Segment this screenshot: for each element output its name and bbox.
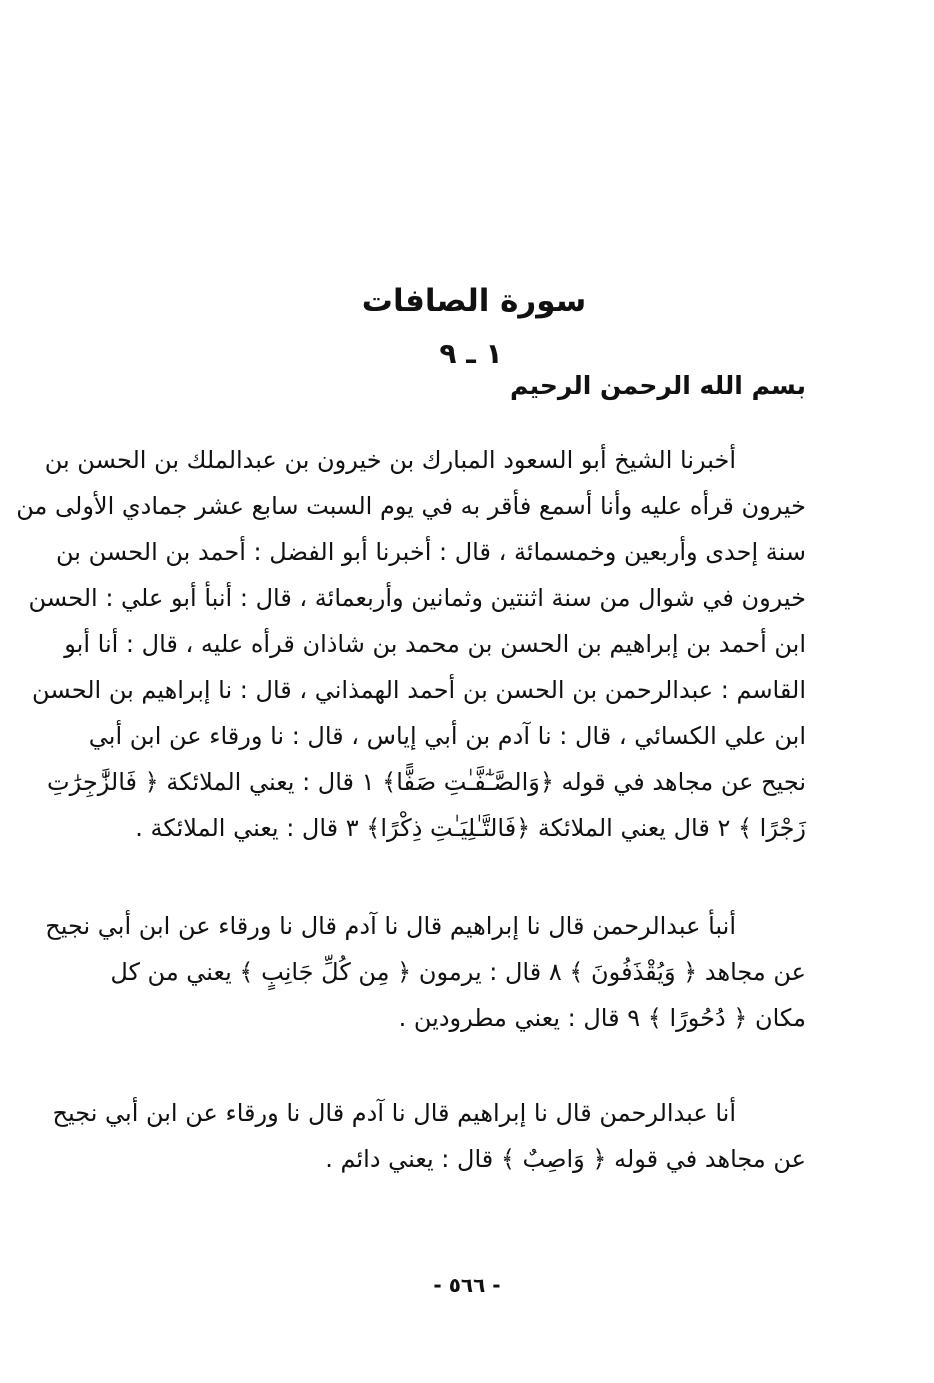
surah-title-text: سورة الصافات: [361, 283, 587, 319]
text-line: أنا عبدالرحمن قال نا إبراهيم قال نا آدم قال نا ورقاء عن ابن أبي نجيح: [52, 1099, 736, 1127]
text-line: خيرون قرأه عليه وأنا أسمع فأقر به في يوم السبت سابع عشر جمادي الأولى من: [16, 492, 806, 520]
page-number: - ٥٦٦ -: [433, 1273, 501, 1297]
text-line: خيرون في شوال من سنة اثنتين وثمانين وأربعمائة ، قال : أنبأ أبو علي : الحسن: [28, 584, 806, 612]
paragraph-2: [45, 903, 806, 1041]
basmala: بسم الله الرحمن الرحيم: [510, 371, 806, 400]
text-line: أخبرنا الشيخ أبو السعود المبارك بن خيرون بن عبدالملك بن الحسن بن: [44, 446, 736, 474]
surah-title: [0, 283, 934, 319]
paragraph-3: [52, 1090, 806, 1182]
text-line: سنة إحدى وأربعين وخمسمائة ، قال : أخبرنا أبو الفضل : أحمد بن الحسن بن: [56, 538, 806, 566]
text-line: ابن علي الكسائي ، قال : نا آدم بن أبي إياس ، قال : نا ورقاء عن ابن أبي: [88, 722, 806, 750]
text-line: عن مجاهد في قوله ﴿ وَاصِبٌ ﴾ قال : يعني دائم .: [325, 1145, 806, 1173]
verse-range: [0, 337, 934, 370]
text-line: مكان ﴿ دُحُورًا ﴾ ٩ قال : يعني مطرودين .: [398, 1004, 806, 1032]
text-line: ابن أحمد بن إبراهيم بن الحسن بن محمد بن شاذان قرأه عليه ، قال : أنا أبو: [64, 630, 806, 658]
text-line: أنبأ عبدالرحمن قال نا إبراهيم قال نا آدم قال نا ورقاء عن ابن أبي نجيح: [45, 912, 736, 940]
paragraph-1: [16, 437, 806, 851]
text-line: نجيح عن مجاهد في قوله ﴿وَالصَّـٰٓفَّـٰتِ صَفًّا﴾ ١ قال : يعني الملائكة ﴿ فَالزَّٰجِرَٰتِ: [47, 768, 806, 796]
text-line: زَجْرًا ﴾ ٢ قال يعني الملائكة ﴿فَالتَّـٰلِيَـٰتِ ذِكْرًا﴾ ٣ قال : يعني الملائكة .: [135, 814, 806, 842]
verse-range-text: ١ ـ ٩: [439, 337, 503, 370]
text-line: القاسم : عبدالرحمن بن الحسن بن أحمد الهمذاني ، قال : نا إبراهيم بن الحسن: [32, 676, 806, 704]
text-line: عن مجاهد ﴿ وَيُقْذَفُونَ ﴾ ٨ قال : يرمون ﴿ مِن كُلِّ جَانِبٍ ﴾ يعني من كل: [110, 958, 806, 986]
